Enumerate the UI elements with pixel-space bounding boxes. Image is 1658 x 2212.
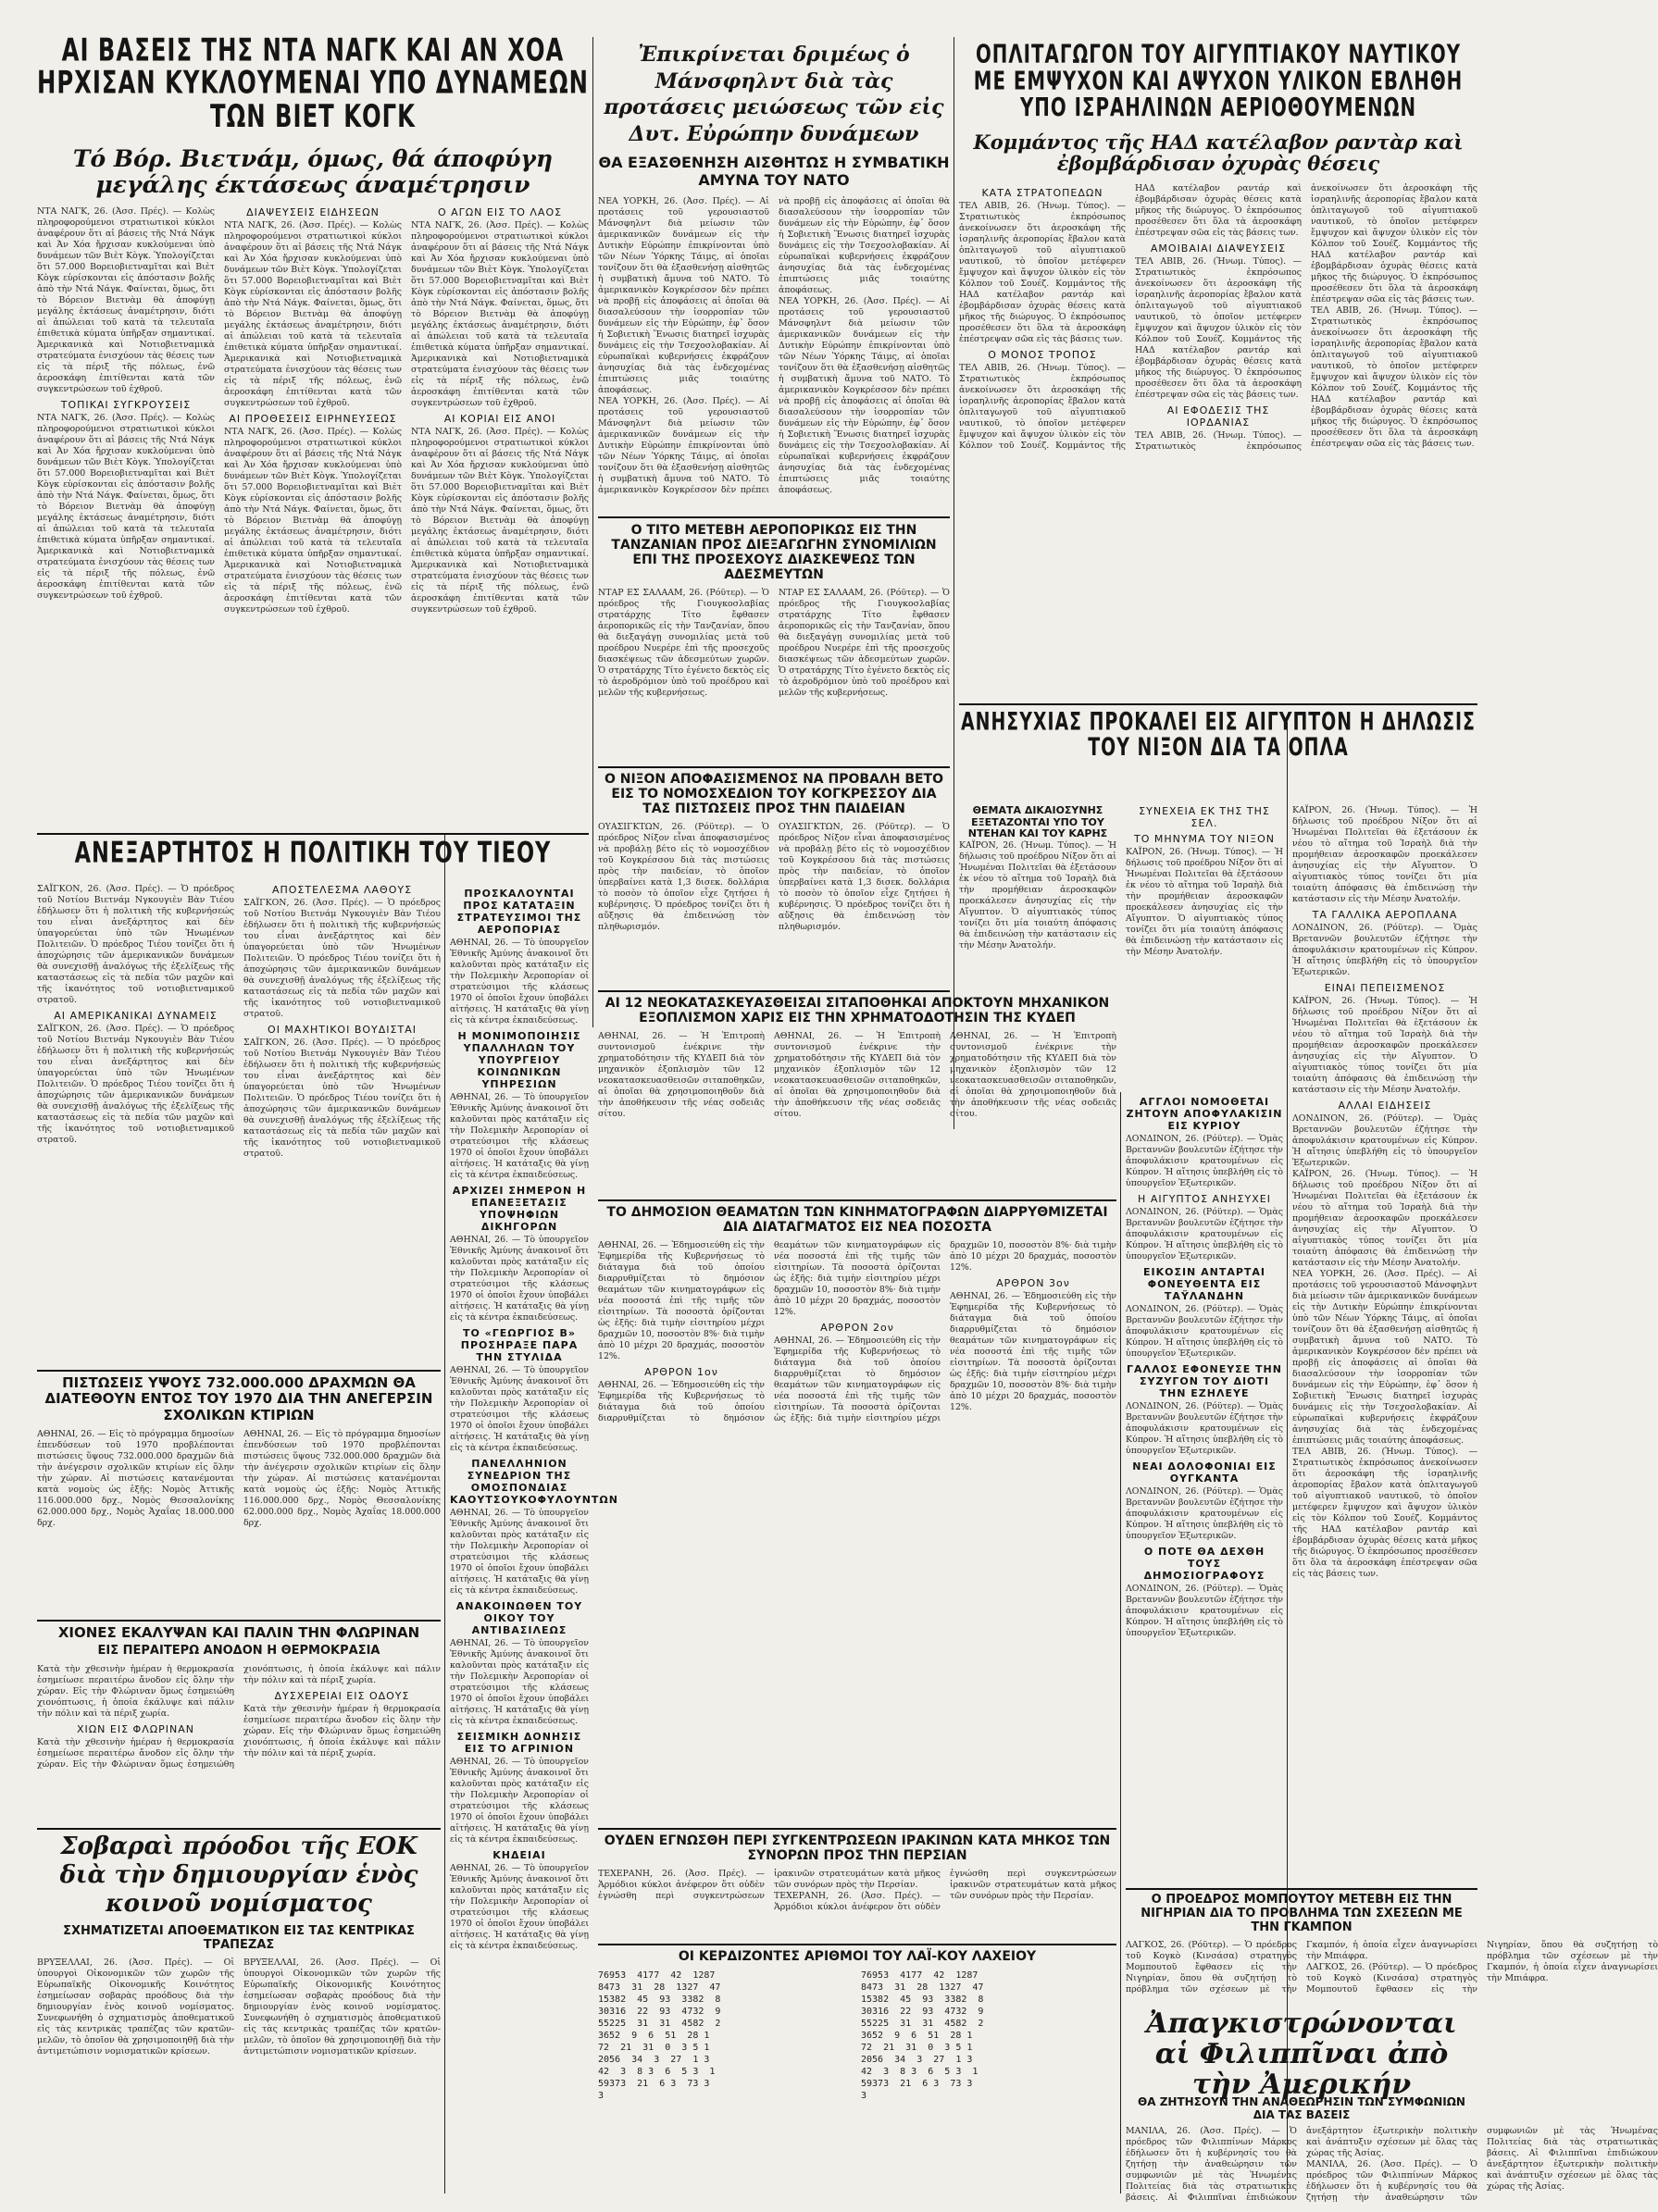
article-body-columns (598, 196, 950, 529)
article-body: ΝΤΑ ΝΑΓΚ, 26. (Ἀσσ. Πρές). — Κολὼς πληροφορούμενοι στρατιωτικοὶ κύκλοι ἀναφέρουν ὅτι αἱ βάσεις τῆς Ντά Νάγκ καὶ Ἀν Χόα ἤρχισαν κυκλούμεναι ὑπὸ δυνάμεων τῶν Βιὲτ Κὸγκ. Ὑπολογίζεται ὅτι 57.000 Βορειοβιετναμῖται καὶ Βιὲτ Κὸγκ εὑρίσκονται εἰς ἀπόστασιν βολῆς ἀπὸ τὴν Ντά Νάγκ. Φαίνεται, ὅμως, ὅτι τὸ Βόρειον Βιετνὰμ θὰ ἀποφύγῃ μεγάλης ἐκτάσεως ἀναμέτρησιν, διότι αἱ ἀπώλειαι τοῦ κατὰ τὰ τελευταῖα ἐπιθετικὰ κύματα ὑπῆρξαν σημαντικαί. Ἀμερικανικὰ καὶ Νοτιοβιετναμικὰ στρατεύματα ἐνισχύουν τὰς θέσεις των εἰς τὰ πέριξ τῆς πόλεως, ἐνῶ ἀεροσκάφη ἐπιτίθενται κατὰ τῶν συγκεντρώσεων τοῦ ἐχθροῦ. (411, 427, 589, 615)
article-body: ΑΘΗΝΑΙ, 26. — Ἐδημοσιεύθη εἰς τὴν Ἐφημερίδα τῆς Κυβερνήσεως τὸ διάταγμα διὰ τοῦ ὁποίου διαρρυθμίζεται τὸ δημόσιον θεαμάτων τῶν κινηματογράφων εἰς νέα ποσοστά ἐπὶ τῆς τιμῆς τῶν εἰσιτηρίων. Τὰ ποσοστὰ ὁρίζονται ὡς ἑξῆς: διὰ τιμὴν εἰσιτηρίου μέχρι δραχμῶν 10, ποσοστὸν 8%· διὰ τιμὴν ἀπὸ 10 μέχρι 20 δραχμάς, ποσοστὸν 12%. (950, 1291, 1116, 1413)
article-body: ΝΤΑ ΝΑΓΚ, 26. (Ἀσσ. Πρές). — Κολὼς πληροφορούμενοι στρατιωτικοὶ κύκλοι ἀναφέρουν ὅτι αἱ βάσεις τῆς Ντά Νάγκ καὶ Ἀν Χόα ἤρχισαν κυκλούμεναι ὑπὸ δυνάμεων τῶν Βιὲτ Κὸγκ. Ὑπολογίζεται ὅτι 57.000 Βορειοβιετναμῖται καὶ Βιὲτ Κὸγκ εὑρίσκονται εἰς ἀπόστασιν βολῆς ἀπὸ τὴν Ντά Νάγκ. Φαίνεται, ὅμως, ὅτι τὸ Βόρειον Βιετνὰμ θὰ ἀποφύγῃ μεγάλης ἐκτάσεως ἀναμέτρησιν, διότι αἱ ἀπώλειαι τοῦ κατὰ τὰ τελευταῖα ἐπιθετικὰ κύματα ὑπῆρξαν σημαντικαί. Ἀμερικανικὰ καὶ Νοτιοβιετναμικὰ στρατεύματα ἐνισχύουν τὰς θέσεις των εἰς τὰ πέριξ τῆς πόλεως, ἐνῶ ἀεροσκάφη ἐπιτίθενται κατὰ τῶν συγκεντρώσεων τοῦ ἐχθροῦ. (224, 427, 402, 615)
article-body: ΤΕΛ ΑΒΙΒ, 26. (Ἡνωμ. Τύπος). — Στρατιωτικὸς ἐκπρόσωπος ἀνεκοίνωσεν ὅτι ἀεροσκάφη τῆς ἰσραηλινῆς ἀεροπορίας ἔβαλον κατὰ ὁπλιταγωγοῦ τοῦ αἰγυπτιακοῦ ναυτικοῦ, τὸ ὁποῖον μετέφερεν ἔμψυχον καὶ ἄψυχον ὑλικὸν εἰς τὸν Κόλπον τοῦ Σουέζ. Κομμάντος τῆς ΗΑΔ κατέλαβον ραντάρ καὶ ἐβομβάρδισαν ὀχυρὰς θέσεις κατὰ μῆκος τῆς διώρυγος. Ὁ ἐκπρόσωπος προσέθεσεν ὅτι ὅλα τὰ ἀεροσκάφη ἐπέστρεψαν σῶα εἰς τὰς βάσεις των. (1292, 1447, 1477, 1579)
section-heading: Ο ΑΓΩΝ ΕΙΣ ΤΟ ΛΑΟΣ (437, 206, 563, 218)
article-body-columns (37, 1664, 441, 1794)
brief-heading: ΚΗΔΕΙΑΙ (492, 1849, 546, 1861)
article-body: ΚΑΪΡΟΝ, 26. (Ἡνωμ. Τύπος). — Ἡ δήλωσις τοῦ προέδρου Νίξον ὅτι αἱ Ἡνωμέναι Πολιτεῖαι θὰ ἐξετάσουν ἐκ νέου τὸ αἴτημα τοῦ Ἰσραὴλ διὰ τὴν προμήθειαν ἀεροσκαφῶν προεκάλεσεν ἀνησυχίας εἰς τὴν Αἴγυπτον. Ὁ αἰγυπτιακὸς τύπος τονίζει ὅτι μία τοιαύτη ἀπόφασις θὰ ἐπιδεινώσῃ τὴν κατάστασιν εἰς τὴν Μέσην Ἀνατολήν. (1292, 805, 1477, 904)
article-divider (598, 990, 950, 992)
section-heading: ΑΜΟΙΒΑΙΑΙ ΔΙΑΨΕΥΣΕΙΣ (1150, 242, 1287, 255)
article-body: ΣΑΪΓΚΟΝ, 26. (Ἀσσ. Πρές). — Ὁ πρόεδρος τοῦ Νοτίου Βιετνάμ Νγκουγιὲν Βὰν Τιέου ἐδήλωσεν ὅτι ἡ πολιτικὴ τῆς κυβερνήσεώς του εἶναι ἀνεξάρτητος καὶ δὲν ὑπαγορεύεται ὑπὸ τῶν Ἡνωμένων Πολιτειῶν. Ὁ πρόεδρος Τιέου τονίζει ὅτι ἡ ἀποχώρησις τῶν ἀμερικανικῶν δυνάμεων θὰ συνεχισθῇ ἀναλόγως τῆς ἐξελίξεως τῆς καταστάσεως εἰς τὰ πεδία τῶν μαχῶν καὶ τῆς ἱκανότητος τοῦ νοτιοβιετναμικοῦ στρατοῦ. (243, 898, 441, 1019)
article-body: ΟΥΑΣΙΓΚΤΩΝ, 26. (Ρόϋτερ). — Ὁ πρόεδρος Νίξον εἶναι ἀποφασισμένος νὰ προβάλῃ βέτο εἰς τὸ νομοσχέδιον τοῦ Κογκρέσσου διὰ τὰς πιστώσεις πρὸς τὴν παιδείαν, τὸ ὁποῖον ὑπερβαίνει κατὰ 1,3 δισεκ. δολλάρια τὸ ποσὸν τὸ ὁποῖον εἶχε ζητήσει ἡ κυβέρνησις. Ὁ πρόεδρος τονίζει ὅτι ἡ αὔξησις θὰ ἐπιδεινώσῃ τὸν πληθωρισμόν. (779, 822, 950, 933)
article-snow (37, 1625, 441, 1824)
brief-heading: ΝΕΑΙ ΔΟΛΟΦΟΝΙΑΙ ΕΙΣ ΟΥΓΚΑΝΤΑ (1132, 1460, 1277, 1485)
article-body: ΑΘΗΝΑΙ, 26. — Εἰς τὸ πρόγραμμα δημοσίων ἐπενδύσεων τοῦ 1970 προβλέπονται πιστώσεις ὕψους 732.000.000 δραχμῶν διὰ τὴν ἀνέγερσιν σχολικῶν κτιρίων εἰς ὅλην τὴν χώραν. Αἱ πιστώσεις κατανέμονται κατὰ νομοὺς ὡς ἑξῆς: Νομὸς Ἀττικῆς 116.000.000 δρχ., Νομὸς Θεσσαλονίκης 62.000.000 δρχ., Νομὸς Ἀχαΐας 18.000.000 δρχ. (243, 1428, 441, 1528)
article-body-columns (37, 1429, 441, 1600)
article-body: ΚΑΪΡΟΝ, 26. (Ἡνωμ. Τύπος). — Ἡ δήλωσις τοῦ προέδρου Νίξον ὅτι αἱ Ἡνωμέναι Πολιτεῖαι θὰ ἐξετάσουν ἐκ νέου τὸ αἴτημα τοῦ Ἰσραὴλ διὰ τὴν προμήθειαν ἀεροσκαφῶν προεκάλεσεν ἀνησυχίας εἰς τὴν Αἴγυπτον. Ὁ αἰγυπτιακὸς τύπος τονίζει ὅτι μία τοιαύτη ἀπόφασις θὰ ἐπιδεινώσῃ τὴν κατάστασιν εἰς τὴν Μέσην Ἀνατολήν. (1292, 996, 1477, 1095)
article-body: ΤΕΧΕΡΑΝΗ, 26. (Ἀσσ. Πρές). — Ἁρμόδιοι κύκλοι ἀνέφερον ὅτι οὐδὲν ἐγνώσθη περὶ συγκεντρώσεων ἰρακινῶν στρατευμάτων κατὰ μῆκος τῶν συνόρων πρὸς τὴν Περσίαν. (598, 1869, 941, 1902)
article-nixon-veto (598, 772, 950, 980)
article-body: ΣΑΪΓΚΟΝ, 26. (Ἀσσ. Πρές). — Ὁ πρόεδρος τοῦ Νοτίου Βιετνάμ Νγκουγιὲν Βὰν Τιέου ἐδήλωσεν ὅτι ἡ πολιτικὴ τῆς κυβερνήσεώς του εἶναι ἀνεξάρτητος καὶ δὲν ὑπαγορεύεται ὑπὸ τῶν Ἡνωμένων Πολιτειῶν. Ὁ πρόεδρος Τιέου τονίζει ὅτι ἡ ἀποχώρησις τῶν ἀμερικανικῶν δυνάμεων θὰ συνεχισθῇ ἀναλόγως τῆς ἐξελίξεως τῆς καταστάσεως εἰς τὰ πεδία τῶν μαχῶν καὶ τῆς ἱκανότητος τοῦ νοτιοβιετναμικοῦ στρατοῦ. (37, 884, 234, 1005)
article-body: Κατὰ τὴν χθεσινὴν ἡμέραν ἡ θερμοκρασία ἐσημείωσε περαιτέρω ἄνοδον εἰς ὅλην τὴν χώραν. Εἰς τὴν Φλώριναν ὅμως ἐσημειώθη χιονόπτωσις, ἡ ὁποία ἐκάλυψε καὶ πάλιν τὴν πόλιν καὶ τὰ πέριξ χωρία. (243, 1704, 441, 1759)
article-divider (598, 1199, 1116, 1201)
article-mobutu (1126, 1893, 1658, 2005)
article-body: ΤΕΛ ΑΒΙΒ, 26. (Ἡνωμ. Τύπος). — Στρατιωτικὸς ἐκπρόσωπος ἀνεκοίνωσεν ὅτι ἀεροσκάφη τῆς ἰσραηλινῆς ἀεροπορίας ἔβαλον κατὰ ὁπλιταγωγοῦ τοῦ αἰγυπτιακοῦ ναυτικοῦ, τὸ ὁποῖον μετέφερεν ἔμψυχον καὶ ἄψυχον ὑλικὸν εἰς τὸν Κόλπον τοῦ Σουέζ. Κομμάντος τῆς ΗΑΔ κατέλαβον ραντάρ καὶ ἐβομβάρδισαν ὀχυρὰς θέσεις κατὰ μῆκος τῆς διώρυγος. Ὁ ἐκπρόσωπος προσέθεσεν ὅτι ὅλα τὰ ἀεροσκάφη ἐπέστρεψαν σῶα εἰς τὰς βάσεις των. (1135, 256, 1302, 401)
article-lottery (598, 1949, 1116, 2199)
subhead: Κομμάντος τῆς ΗΑΔ κατέλαβον ραντὰρ καὶ ἐβομβάρδισαν ὀχυρὰς θέσεις (973, 130, 1464, 176)
section-heading: ΑΡΘΡΟΝ 3ον (996, 1277, 1070, 1290)
section-heading: ΤΟ ΜΗΝΥΜΑ ΤΟΥ ΝΙΞΟΝ (1134, 833, 1275, 845)
article-body: ΝΕΑ ΥΟΡΚΗ, 26. (Ἀσσ. Πρές). — Αἱ προτάσεις τοῦ γερουσιαστοῦ Μάνσφηλντ διὰ μείωσιν τῶν ἀμερικανικῶν δυνάμεων εἰς τὴν Δυτικὴν Εὐρώπην ἐπικρίνονται ὑπὸ τῶν Νέων Ὑόρκης Τάιμς, αἱ ὁποῖαι τονίζουν ὅτι θὰ ἐξασθενήσῃ αἰσθητῶς ἡ συμβατικὴ ἄμυνα τοῦ ΝΑΤΟ. Τὸ ἀμερικανικὸν Κογκρέσσον δὲν πρέπει νὰ προβῇ εἰς ἀποφάσεις αἱ ὁποῖαι θὰ διασαλεύσουν τὴν ἰσορροπίαν τῶν δυνάμεων εἰς τὴν Εὐρώπην, ἐφ᾽ ὅσον ἡ Σοβιετικὴ Ἕνωσις διατηρεῖ ἰσχυρὰς δυνάμεις εἰς τὴν Τσεχοσλοβακίαν. Αἱ εὐρωπαϊκαὶ κυβερνήσεις ἐκφράζουν ἀνησυχίας διὰ τὰς ἐνδεχομένας ἐπιπτώσεις μιᾶς τοιαύτης ἀποφάσεως. (1292, 1269, 1477, 1446)
article-body: ΛΟΝΔΙΝΟΝ, 26. (Ρόϋτερ). — Ὁμὰς Βρεταννῶν βουλευτῶν ἐζήτησε τὴν ἀποφυλάκισιν κρατουμένων εἰς Κύπρον. Ἡ αἴτησις ὑπεβλήθη εἰς τὸ ὑπουργεῖον Ἐξωτερικῶν. (1292, 1113, 1477, 1168)
article-divider (37, 1828, 441, 1830)
subhead: ΘΕΜΑΤΑ ΔΙΚΑΙΟΣΥΝΗΣ ΕΞΕΤΑΖΟΝΤΑΙ ΥΠΟ ΤΟΥ ΝΤΕΗΑΝ ΚΑΙ ΤΟΥ ΚΑΡΗΣ (967, 804, 1108, 840)
article-body: ΑΘΗΝΑΙ, 26. — Ἡ Ἐπιτροπὴ συντονισμοῦ ἐνέκρινε τὴν χρηματοδότησιν τῆς ΚΥΔΕΠ διὰ τὸν μηχανικὸν ἐξοπλισμὸν τῶν 12 νεοκατασκευασθεισῶν σιταποθηκῶν, αἱ ὁποῖαι θὰ χρησιμοποιηθοῦν διὰ τὴν ἀποθήκευσιν τῆς νέας σοδειᾶς σίτου. (950, 1031, 1116, 1120)
section-heading: ΑΙ ΕΦΟΔΕΣΙΣ ΤΗΣ ΙΟΡΔΑΝΙΑΣ (1166, 404, 1270, 429)
headline: ΠΙΣΤΩΣΕΙΣ ΥΨΟΥΣ 732.000.000 ΔΡΑΧΜΩΝ ΘΑ ΔΙΑΤΕΘΟΥΝ ΕΝΤΟΣ ΤΟΥ 1970 ΔΙΑ ΤΗΝ ΑΝΕΓΕΡΣΙΝ ΣΧΟΛΙΚΩΝ ΚΤΙΡΙΩΝ (44, 1374, 433, 1423)
article-divider (598, 1944, 1116, 1945)
article-body: ΑΘΗΝΑΙ, 26. — Τὸ ὑπουργεῖον Ἐθνικῆς Ἀμύνης ἀνακοινοῖ ὅτι καλοῦνται πρὸς κατάταξιν εἰς τὴν Πολεμικὴν Ἀεροπορίαν οἱ στρατεύσιμοι τῆς κλάσεως 1970 οἱ ὁποῖοι ἔχουν ὑποβάλει αἰτήσεις. Ἡ κατάταξις θὰ γίνῃ εἰς τὰ κέντρα ἐκπαιδεύσεως. (450, 1092, 589, 1180)
brief-heading: ΑΓΓΛΟΙ ΝΟΜΟΘΕΤΑΙ ΖΗΤΟΥΝ ΑΠΟΦΥΛΑΚΙΣΙΝ ΕΙΣ ΚΥΡΙΟΥ (1126, 1096, 1283, 1132)
article-philippines-body (1126, 2095, 1658, 2207)
headline: ΟΠΛΙΤΑΓΩΓΟΝ ΤΟΥ ΑΙΓΥΠΤΙΑΚΟΥ ΝΑΥΤΙΚΟΥ ΜΕ ΕΜΨΥΧΟΝ ΚΑΙ ΑΨΥΧΟΝ ΥΛΙΚΟΝ ΕΒΛΗΘΗ ΥΠΟ ΙΣΡΑΗΛΙΝΩΝ ΑΕΡΙΟΘΟΥΜΕΝΩΝ (973, 40, 1464, 123)
subhead: ΣΧΗΜΑΤΙΖΕΤΑΙ ΑΠΟΘΕΜΑΤΙΚΟΝ ΕΙΣ ΤΑΣ ΚΕΝΤΡΙΚΑΣ ΤΡΑΠΕΖΑΣ (63, 1923, 415, 1952)
article-body: ΜΑΝΙΛΑ, 26. (Ἀσσ. Πρές). — Ὁ πρόεδρος τῶν Φιλιππίνων Μάρκος ἐδήλωσεν ὅτι ἡ κυβέρνησίς του θὰ ζητήσῃ τὴν ἀναθεώρησιν τῶν συμφωνιῶν μὲ τὰς Ἡνωμένας Πολιτείας διὰ τὰς στρατιωτικὰς βάσεις. Αἱ Φιλιππῖναι ἐπιδιώκουν ἀνεξάρτητον ἐξωτερικὴν πολιτικὴν καὶ ἀνάπτυξιν σχέσεων μὲ ὅλας τὰς χώρας τῆς Ἀσίας. (1306, 2125, 1658, 2203)
article-body: Κατὰ τὴν χθεσινὴν ἡμέραν ἡ θερμοκρασία ἐσημείωσε περαιτέρω ἄνοδον εἰς ὅλην τὴν χώραν. Εἰς τὴν Φλώριναν ὅμως ἐσημειώθη χιονόπτωσις, ἡ ὁποία ἐκάλυψε καὶ πάλιν τὴν πόλιν καὶ τὰ πέριξ χωρία. (37, 1664, 441, 1771)
article-body-columns (1126, 1939, 1658, 2005)
article-body: ΑΘΗΝΑΙ, 26. — Τὸ ὑπουργεῖον Ἐθνικῆς Ἀμύνης ἀνακοινοῖ ὅτι καλοῦνται πρὸς κατάταξιν εἰς τὴν Πολεμικὴν Ἀεροπορίαν οἱ στρατεύσιμοι τῆς κλάσεως 1970 οἱ ὁποῖοι ἔχουν ὑποβάλει αἰτήσεις. Ἡ κατάταξις θὰ γίνῃ εἰς τὰ κέντρα ἐκπαιδεύσεως. (450, 1235, 589, 1323)
article-nato (598, 42, 950, 514)
article-body: ΑΘΗΝΑΙ, 26. — Τὸ ὑπουργεῖον Ἐθνικῆς Ἀμύνης ἀνακοινοῖ ὅτι καλοῦνται πρὸς κατάταξιν εἰς τὴν Πολεμικὴν Ἀεροπορίαν οἱ στρατεύσιμοι τῆς κλάσεως 1970 οἱ ὁποῖοι ἔχουν ὑποβάλει αἰτήσεις. Ἡ κατάταξις θὰ γίνῃ εἰς τὰ κέντρα ἐκπαιδεύσεως. (450, 938, 589, 1025)
article-body: ΚΑΪΡΟΝ, 26. (Ἡνωμ. Τύπος). — Ἡ δήλωσις τοῦ προέδρου Νίξον ὅτι αἱ Ἡνωμέναι Πολιτεῖαι θὰ ἐξετάσουν ἐκ νέου τὸ αἴτημα τοῦ Ἰσραὴλ διὰ τὴν προμήθειαν ἀεροσκαφῶν προεκάλεσεν ἀνησυχίας εἰς τὴν Αἴγυπτον. Ὁ αἰγυπτιακὸς τύπος τονίζει ὅτι μία τοιαύτη ἀπόφασις θὰ ἐπιδεινώσῃ τὴν κατάστασιν εἰς τὴν Μέσην Ἀνατολήν. (959, 839, 1116, 951)
article-body: ΝΤΑ ΝΑΓΚ, 26. (Ἀσσ. Πρές). — Κολὼς πληροφορούμενοι στρατιωτικοὶ κύκλοι ἀναφέρουν ὅτι αἱ βάσεις τῆς Ντά Νάγκ καὶ Ἀν Χόα ἤρχισαν κυκλούμεναι ὑπὸ δυνάμεων τῶν Βιὲτ Κὸγκ. Ὑπολογίζεται ὅτι 57.000 Βορειοβιετναμῖται καὶ Βιὲτ Κὸγκ εὑρίσκονται εἰς ἀπόστασιν βολῆς ἀπὸ τὴν Ντά Νάγκ. Φαίνεται, ὅμως, ὅτι τὸ Βόρειον Βιετνὰμ θὰ ἀποφύγῃ μεγάλης ἐκτάσεως ἀναμέτρησιν, διότι αἱ ἀπώλειαι τοῦ κατὰ τὰ τελευταῖα ἐπιθετικὰ κύματα ὑπῆρξαν σημαντικαί. Ἀμερικανικὰ καὶ Νοτιοβιετναμικὰ στρατεύματα ἐνισχύουν τὰς θέσεις των εἰς τὰ πέριξ τῆς πόλεως, ἐνῶ ἀεροσκάφη ἐπιτίθενται κατὰ τῶν συγκεντρώσεων τοῦ ἐχθροῦ. (37, 206, 215, 394)
headline: Ο ΠΡΟΕΔΡΟΣ ΜΟΜΠΟΥΤΟΥ ΜΕΤΕΒΗ ΕΙΣ ΤΗΝ ΝΙΓΗΡΙΑΝ ΔΙΑ ΤΟ ΠΡΟΒΛΗΜΑ ΤΩΝ ΣΧΕΣΕΩΝ ΜΕ ΤΗΝ ΓΚΑΜΠΟΝ (1141, 1893, 1463, 1934)
brief-heading: ΓΑΛΛΟΣ ΕΦΟΝΕΥΣΕ ΤΗΝ ΣΥΖΥΓΟΝ ΤΟΥ ΔΙΟΤΙ ΤΗΝ ΕΖΗΛΕΥΕ (1127, 1363, 1282, 1399)
headline: ΤΟ ΔΗΜΟΣΙΟΝ ΘΕΑΜΑΤΩΝ ΤΩΝ ΚΙΝΗΜΑΤΟΓΡΑΦΩΝ ΔΙΑΡΡΥΘΜΙΖΕΤΑΙ ΔΙΑ ΔΙΑΤΑΓΜΑΤΟΣ ΕΙΣ ΝΕΑ ΠΟΣΟΣΤΑ (606, 1205, 1108, 1236)
section-heading: ΑΙ ΚΟΡΙΑΙ ΕΙΣ ΑΝΟΙ (443, 413, 556, 425)
article-divider (959, 703, 1477, 705)
article-body: ΑΘΗΝΑΙ, 26. — Ἐδημοσιεύθη εἰς τὴν Ἐφημερίδα τῆς Κυβερνήσεως τὸ διάταγμα διὰ τοῦ ὁποίου διαρρυθμίζεται τὸ δημόσιον θεαμάτων τῶν κινηματογράφων εἰς νέα ποσοστά ἐπὶ τῆς τιμῆς τῶν εἰσιτηρίων. Τὰ ποσοστὰ ὁρίζονται ὡς ἑξῆς: διὰ τιμὴν εἰσιτηρίου μέχρι δραχμῶν 10, ποσοστὸν 8%· διὰ τιμὴν ἀπὸ 10 μέχρι 20 δραχμάς, ποσοστὸν 12%. (598, 1240, 765, 1362)
section-heading: ΤΟΠΙΚΑΙ ΣΥΓΚΡΟΥΣΕΙΣ (60, 399, 192, 411)
mid-right-briefs (1126, 1092, 1283, 1934)
headline: Σοβαραὶ πρόοδοι τῆς ΕΟΚ διὰ τὴν δημιουργίαν ἑνὸς κοινοῦ νομίσματος (59, 1833, 418, 1919)
article-body: ΛΑΓΚΟΣ, 26. (Ρόϋτερ). — Ὁ πρόεδρος τοῦ Κογκὸ (Κινσάσα) στρατηγὸς Μομπουτοῦ ἔφθασεν εἰς τὴν Νιγηρίαν, ὅπου θὰ συζητήσῃ τὸ πρόβλημα τῶν σχέσεων μὲ τὴν Γκαμπόν, ἡ ὁποία εἶχεν ἀναγνωρίσει τὴν Μπιάφρα. (1306, 1939, 1658, 1995)
article-silos (598, 996, 1116, 1195)
article-body: ΑΘΗΝΑΙ, 26. — Τὸ ὑπουργεῖον Ἐθνικῆς Ἀμύνης ἀνακοινοῖ ὅτι καλοῦνται πρὸς κατάταξιν εἰς τὴν Πολεμικὴν Ἀεροπορίαν οἱ στρατεύσιμοι τῆς κλάσεως 1970 οἱ ὁποῖοι ἔχουν ὑποβάλει αἰτήσεις. Ἡ κατάταξις θὰ γίνῃ εἰς τὰ κέντρα ἐκπαιδεύσεως. (450, 1365, 589, 1453)
article-divider (598, 1828, 1116, 1830)
article-body-columns (959, 183, 1477, 674)
article-cinema (598, 1205, 1116, 1566)
article-eok (37, 1833, 441, 2203)
subhead: ΘΑ ΖΗΤΗΣΟΥΝ ΤΗΝ ΑΝΑΘΕΩΡΗΣΙΝ ΤΩΝ ΣΥΜΦΩΝΙΩΝ ΔΙΑ ΤΑΣ ΒΑΣΕΙΣ (1138, 2095, 1465, 2121)
section-heading: ΧΙΩΝ ΕΙΣ ΦΛΩΡΙΝΑΝ (77, 1723, 194, 1736)
article-body-columns (598, 1031, 1116, 1165)
article-body: ΝΕΑ ΥΟΡΚΗ, 26. (Ἀσσ. Πρές). — Αἱ προτάσεις τοῦ γερουσιαστοῦ Μάνσφηλντ διὰ μείωσιν τῶν ἀμερικανικῶν δυνάμεων εἰς τὴν Δυτικὴν Εὐρώπην ἐπικρίνονται ὑπὸ τῶν Νέων Ὑόρκης Τάιμς, αἱ ὁποῖαι τονίζουν ὅτι θὰ ἐξασθενήσῃ αἰσθητῶς ἡ συμβατικὴ ἄμυνα τοῦ ΝΑΤΟ. Τὸ ἀμερικανικὸν Κογκρέσσον δὲν πρέπει νὰ προβῇ εἰς ἀποφάσεις αἱ ὁποῖαι θὰ διασαλεύσουν τὴν ἰσορροπίαν τῶν δυνάμεων εἰς τὴν Εὐρώπην, ἐφ᾽ ὅσον ἡ Σοβιετικὴ Ἕνωσις διατηρεῖ ἰσχυρὰς δυνάμεις εἰς τὴν Τσεχοσλοβακίαν. Αἱ εὐρωπαϊκαὶ κυβερνήσεις ἐκφράζουν ἀνησυχίας διὰ τὰς ἐνδεχομένας ἐπιπτώσεις μιᾶς τοιαύτης ἀποφάσεως. (598, 196, 950, 496)
article-divider (37, 1620, 441, 1622)
subhead: ΕΙΣ ΠΕΡΑΙΤΕΡΩ ΑΝΟΔΟΝ Η ΘΕΡΜΟΚΡΑΣΙΑ (97, 1644, 380, 1659)
headline: Ο ΝΙΞΟΝ ΑΠΟΦΑΣΙΣΜΕΝΟΣ ΝΑ ΠΡΟΒΑΛΗ ΒΕΤΟ ΕΙΣ ΤΟ ΝΟΜΟΣΧΕΔΙΟΝ ΤΟΥ ΚΟΓΚΡΕΣΣΟΥ ΔΙΑ ΤΑΣ ΠΙΣΤΩΣΕΙΣ ΠΡΟΣ ΤΗΝ ΠΑΙΔΕΙΑΝ (604, 772, 944, 817)
article-body: ΑΘΗΝΑΙ, 26. — Εἰς τὸ πρόγραμμα δημοσίων ἐπενδύσεων τοῦ 1970 προβλέπονται πιστώσεις ὕψους 732.000.000 δραχμῶν διὰ τὴν ἀνέγερσιν σχολικῶν κτιρίων εἰς ὅλην τὴν χώραν. Αἱ πιστώσεις κατανέμονται κατὰ νομοὺς ὡς ἑξῆς: Νομὸς Ἀττικῆς 116.000.000 δρχ., Νομὸς Θεσσαλονίκης 62.000.000 δρχ., Νομὸς Ἀχαΐας 18.000.000 δρχ. (37, 1428, 234, 1528)
brief-heading: ΤΟ «ΓΕΩΡΓΙΟΣ Β» ΠΡΟΣΗΡΑΞΕ ΠΑΡΑ ΤΗΝ ΣΤΥΛΙΔΑ (460, 1327, 579, 1363)
article-body: ΤΕΛ ΑΒΙΒ, 26. (Ἡνωμ. Τύπος). — Στρατιωτικὸς ἐκπρόσωπος ἀνεκοίνωσεν ὅτι ἀεροσκάφη τῆς ἰσραηλινῆς ἀεροπορίας ἔβαλον κατὰ ὁπλιταγωγοῦ τοῦ αἰγυπτιακοῦ ναυτικοῦ, τὸ ὁποῖον μετέφερεν ἔμψυχον καὶ ἄψυχον ὑλικὸν εἰς τὸν Κόλπον τοῦ Σουέζ. Κομμάντος τῆς ΗΑΔ κατέλαβον ραντάρ καὶ ἐβομβάρδισαν ὀχυρὰς θέσεις κατὰ μῆκος τῆς διώρυγος. Ὁ ἐκπρόσωπος προσέθεσεν ὅτι ὅλα τὰ ἀεροσκάφη ἐπέστρεψαν σῶα εἰς τὰς βάσεις των. (959, 183, 1302, 452)
section-heading: ΣΥΝΕΧΕΙΑ ΕΚ ΤΗΣ ΤΗΣ ΣΕΛ. (1139, 805, 1270, 829)
brief-heading: Η ΜΟΝΙΜΟΠΟΙΗΣΙΣ ΥΠΑΛΛΗΛΩΝ ΤΟΥ ΥΠΟΥΡΓΕΙΟΥ ΚΟΙΝΩΝΙΚΩΝ ΥΠΗΡΕΣΙΩΝ (457, 1030, 581, 1090)
article-body: ΛΟΝΔΙΝΟΝ, 26. (Ρόϋτερ). — Ὁμὰς Βρεταννῶν βουλευτῶν ἐζήτησε τὴν ἀποφυλάκισιν κρατουμένων εἰς Κύπρον. Ἡ αἴτησις ὑπεβλήθη εἰς τὸ ὑπουργεῖον Ἐξωτερικῶν. (1292, 923, 1477, 977)
article-body: ΝΤΑΡ ΕΣ ΣΑΛΑΑΜ, 26. (Ρόϋτερ). — Ὁ πρόεδρος τῆς Γιουγκοσλαβίας στρατάρχης Τίτο ἔφθασεν ἀεροπορικῶς εἰς τὴν Τανζανίαν, ὅπου θὰ διεξαγάγῃ συνομιλίας μετὰ τοῦ προέδρου Νυερέρε ἐπὶ τῆς προσεχοῦς διασκέψεως τῶν ἀδεσμεύτων χωρῶν. Ὁ στρατάρχης Τίτο ἐγένετο δεκτὸς εἰς τὸ ἀεροδρόμιον ὑπὸ τοῦ προέδρου καὶ μελῶν τῆς κυβερνήσεως. (779, 588, 950, 699)
article-body-columns (598, 588, 950, 759)
article-body-columns (37, 884, 441, 1361)
headline: ΧΙΟΝΕΣ ΕΚΑΛΥΨΑΝ ΚΑΙ ΠΑΛΙΝ ΤΗΝ ΦΛΩΡΙΝΑΝ (57, 1624, 420, 1641)
article-body: ΤΕΛ ΑΒΙΒ, 26. (Ἡνωμ. Τύπος). — Στρατιωτικὸς ἐκπρόσωπος ἀνεκοίνωσεν ὅτι ἀεροσκάφη τῆς ἰσραηλινῆς ἀεροπορίας ἔβαλον κατὰ ὁπλιταγωγοῦ τοῦ αἰγυπτιακοῦ ναυτικοῦ, τὸ ὁποῖον μετέφερεν ἔμψυχον καὶ ἄψυχον ὑλικὸν εἰς τὸν Κόλπον τοῦ Σουέζ. Κομμάντος τῆς ΗΑΔ κατέλαβον ραντάρ καὶ ἐβομβάρδισαν ὀχυρὰς θέσεις κατὰ μῆκος τῆς διώρυγος. Ὁ ἐκπρόσωπος προσέθεσεν ὅτι ὅλα τὰ ἀεροσκάφη ἐπέστρεψαν σῶα εἰς τὰς βάσεις των. (1135, 183, 1477, 453)
article-body: ΝΕΑ ΥΟΡΚΗ, 26. (Ἀσσ. Πρές). — Αἱ προτάσεις τοῦ γερουσιαστοῦ Μάνσφηλντ διὰ μείωσιν τῶν ἀμερικανικῶν δυνάμεων εἰς τὴν Δυτικὴν Εὐρώπην ἐπικρίνονται ὑπὸ τῶν Νέων Ὑόρκης Τάιμς, αἱ ὁποῖαι τονίζουν ὅτι θὰ ἐξασθενήσῃ αἰσθητῶς ἡ συμβατικὴ ἄμυνα τοῦ ΝΑΤΟ. Τὸ ἀμερικανικὸν Κογκρέσσον δὲν πρέπει νὰ προβῇ εἰς ἀποφάσεις αἱ ὁποῖαι θὰ διασαλεύσουν τὴν ἰσορροπίαν τῶν δυνάμεων εἰς τὴν Εὐρώπην, ἐφ᾽ ὅσον ἡ Σοβιετικὴ Ἕνωσις διατηρεῖ ἰσχυρὰς δυνάμεις εἰς τὴν Τσεχοσλοβακίαν. Αἱ εὐρωπαϊκαὶ κυβερνήσεις ἐκφράζουν ἀνησυχίας διὰ τὰς ἐνδεχομένας ἐπιπτώσεις μιᾶς τοιαύτης ἀποφάσεως. (779, 296, 950, 496)
headline: ΑΝΕΞΑΡΤΗΤΟΣ Η ΠΟΛΙΤΙΚΗ ΤΟΥ ΤΙΕΟΥ (74, 835, 552, 869)
article-body: ΛΟΝΔΙΝΟΝ, 26. (Ρόϋτερ). — Ὁμὰς Βρεταννῶν βουλευτῶν ἐζήτησε τὴν ἀποφυλάκισιν κρατουμένων εἰς Κύπρον. Ἡ αἴτησις ὑπεβλήθη εἰς τὸ ὑπουργεῖον Ἐξωτερικῶν. (1126, 1304, 1283, 1359)
brief-heading: Ο ΠΟΤΕ ΘΑ ΔΕΧΘΗ ΤΟΥΣ ΔΗΜΟΣΙΟΓΡΑΦΟΥΣ (1143, 1546, 1265, 1582)
section-heading: ΑΡΘΡΟΝ 2ον (820, 1322, 894, 1335)
small-items-column (450, 884, 618, 2198)
article-iraq (598, 1833, 1116, 1935)
lottery-numbers: 76953 4177 42 1287 8473 31 28 1327 47 15382 45 93 3382 8 30316 22 93 4732 9 55225 31 31 4582 2 3652 9 6 51 28 1 72 21 31 0 3 5 1 2056 34 3 27 1 3 42 3 8 3 6 5 3 1 59373 21 6 3 73 3 3 (598, 1970, 721, 2102)
article-body: ΛΟΝΔΙΝΟΝ, 26. (Ρόϋτερ). — Ὁμὰς Βρεταννῶν βουλευτῶν ἐζήτησε τὴν ἀποφυλάκισιν κρατουμένων εἰς Κύπρον. Ἡ αἴτησις ὑπεβλήθη εἰς τὸ ὑπουργεῖον Ἐξωτερικῶν. (1126, 1584, 1283, 1638)
brief-heading: ΠΑΝΕΛΛΗΝΙΟΝ ΣΥΝΕΔΡΙΟΝ ΤΗΣ ΟΜΟΣΠΟΝΔΙΑΣ ΚΑΟΥΤΣΟΥΚΟΦΥΛΟΥΝΤΩΝ (450, 1458, 618, 1506)
headline: Ἀπαγκιστρώνονται αἱ Φιλιππῖναι ἀπὸ τὴν Ἀμερικήν (1146, 2007, 1457, 2101)
column-rule (444, 833, 445, 2193)
section-heading: ΔΥΣΧΕΡΕΙΑΙ ΕΙΣ ΟΔΟΥΣ (274, 1690, 410, 1703)
article-body: ΚΑΪΡΟΝ, 26. (Ἡνωμ. Τύπος). — Ἡ δήλωσις τοῦ προέδρου Νίξον ὅτι αἱ Ἡνωμέναι Πολιτεῖαι θὰ ἐξετάσουν ἐκ νέου τὸ αἴτημα τοῦ Ἰσραὴλ διὰ τὴν προμήθειαν ἀεροσκαφῶν προεκάλεσεν ἀνησυχίας εἰς τὴν Αἴγυπτον. Ὁ αἰγυπτιακὸς τύπος τονίζει ὅτι μία τοιαύτη ἀπόφασις θὰ ἐπιδεινώσῃ τὴν κατάστασιν εἰς τὴν Μέσην Ἀνατολήν. (1126, 847, 1283, 957)
brief-heading: ΑΡΧΙΖΕΙ ΣΗΜΕΡΟΝ Η ΕΠΑΝΕΞΕΤΑΣΙΣ ΥΠΟΨΗΦΙΩΝ ΔΙΚΗΓΟΡΩΝ (452, 1185, 587, 1233)
article-body: ΚΑΪΡΟΝ, 26. (Ἡνωμ. Τύπος). — Ἡ δήλωσις τοῦ προέδρου Νίξον ὅτι αἱ Ἡνωμέναι Πολιτεῖαι θὰ ἐξετάσουν ἐκ νέου τὸ αἴτημα τοῦ Ἰσραὴλ διὰ τὴν προμήθειαν ἀεροσκαφῶν προεκάλεσεν ἀνησυχίας εἰς τὴν Αἴγυπτον. Ὁ αἰγυπτιακὸς τύπος τονίζει ὅτι μία τοιαύτη ἀπόφασις θὰ ἐπιδεινώσῃ τὴν κατάστασιν εἰς τὴν Μέσην Ἀνατολήν. (1292, 1169, 1477, 1268)
headline: Ἐπικρίνεται δριμέως ὁ Μάνσφηλντ διὰ τὰς προτάσεις μειώσεως τῶν εἰς Δυτ. Εὐρώπην δυνάμεων (604, 43, 944, 146)
article-body-columns (598, 1869, 1116, 1924)
article-body: ΑΘΗΝΑΙ, 26. — Ἡ Ἐπιτροπὴ συντονισμοῦ ἐνέκρινε τὴν χρηματοδότησιν τῆς ΚΥΔΕΠ διὰ τὸν μηχανικὸν ἐξοπλισμὸν τῶν 12 νεοκατασκευασθεισῶν σιταποθηκῶν, αἱ ὁποῖαι θὰ χρησιμοποιηθοῦν διὰ τὴν ἀποθήκευσιν τῆς νέας σοδειᾶς σίτου. (774, 1031, 941, 1120)
article-body: ΑΘΗΝΑΙ, 26. — Ἡ Ἐπιτροπὴ συντονισμοῦ ἐνέκρινε τὴν χρηματοδότησιν τῆς ΚΥΔΕΠ διὰ τὸν μηχανικὸν ἐξοπλισμὸν τῶν 12 νεοκατασκευασθεισῶν σιταποθηκῶν, αἱ ὁποῖαι θὰ χρησιμοποιηθοῦν διὰ τὴν ἀποθήκευσιν τῆς νέας σοδειᾶς σίτου. (598, 1031, 765, 1120)
article-body: ΑΘΗΝΑΙ, 26. — Ἐδημοσιεύθη εἰς τὴν Ἐφημερίδα τῆς Κυβερνήσεως τὸ διάταγμα διὰ τοῦ ὁποίου διαρρυθμίζεται τὸ δημόσιον θεαμάτων τῶν κινηματογράφων εἰς νέα ποσοστά ἐπὶ τῆς τιμῆς τῶν εἰσιτηρίων. Τὰ ποσοστὰ ὁρίζονται ὡς ἑξῆς: διὰ τιμὴν εἰσιτηρίου μέχρι δραχμῶν 10, ποσοστὸν 8%· διὰ τιμὴν ἀπὸ 10 μέχρι 20 δραχμάς, ποσοστὸν 12%. (774, 1240, 1116, 1424)
article-tanzania (598, 523, 950, 762)
article-body: ΒΡΥΞΕΛΛΑΙ, 26. (Ἀσσ. Πρές). — Οἱ ὑπουργοὶ Οἰκονομικῶν τῶν χωρῶν τῆς Εὐρωπαϊκῆς Οἰκονομικῆς Κοινότητος ἐσημείωσαν σοβαρὰς προόδους διὰ τὴν δημιουργίαν ἑνὸς κοινοῦ νομίσματος. Συνεφωνήθη ὁ σχηματισμὸς ἀποθεματικοῦ εἰς τὰς κεντρικὰς τραπέζας τῶν κρατῶν-μελῶν, τὸ ὁποῖον θὰ χρησιμοποιηθῇ διὰ τὴν ἀντιμετώπισιν νομισματικῶν κρίσεων. (243, 1957, 441, 2057)
article-body-columns (37, 1957, 441, 2143)
brief-heading: Η ΑΙΓΥΠΤΟΣ ΑΝΗΣΥΧΕΙ (1138, 1193, 1271, 1205)
article-divider (598, 766, 950, 768)
article-body: ΟΥΑΣΙΓΚΤΩΝ, 26. (Ρόϋτερ). — Ὁ πρόεδρος Νίξον εἶναι ἀποφασισμένος νὰ προβάλῃ βέτο εἰς τὸ νομοσχέδιον τοῦ Κογκρέσσου διὰ τὰς πιστώσεις πρὸς τὴν παιδείαν, τὸ ὁποῖον ὑπερβαίνει κατὰ 1,3 δισεκ. δολλάρια τὸ ποσὸν τὸ ὁποῖον εἶχε ζητήσει ἡ κυβέρνησις. Ὁ πρόεδρος τονίζει ὅτι ἡ αὔξησις θὰ ἐπιδεινώσῃ τὸν πληθωρισμόν. (598, 822, 769, 933)
headline: Ο ΤΙΤΟ ΜΕΤΕΒΗ ΑΕΡΟΠΟΡΙΚΩΣ ΕΙΣ ΤΗΝ ΤΑΝΖΑΝΙΑΝ ΠΡΟΣ ΔΙΕΞΑΓΩΓΗΝ ΣΥΝΟΜΙΛΙΩΝ ΕΠΙ ΤΗΣ ΠΡΟΣΕΧΟΥΣ ΔΙΑΣΚΕΨΕΩΣ ΤΩΝ ΑΔΕΣΜΕΥΤΩΝ (611, 523, 937, 583)
section-heading: ΚΑΤΑ ΣΤΡΑΤΟΠΕΔΩΝ (981, 187, 1103, 200)
section-heading: ΔΙΑΨΕΥΣΕΙΣ ΕΙΔΗΣΕΩΝ (246, 206, 380, 218)
brief-heading: ΣΕΙΣΜΙΚΗ ΔΟΝΗΣΙΣ ΕΙΣ ΤΟ ΑΓΡΙΝΙΟΝ (456, 1731, 582, 1755)
section-heading: Ο ΜΟΝΟΣ ΤΡΟΠΟΣ (988, 349, 1097, 362)
article-body: ΝΤΑΡ ΕΣ ΣΑΛΑΑΜ, 26. (Ρόϋτερ). — Ὁ πρόεδρος τῆς Γιουγκοσλαβίας στρατάρχης Τίτο ἔφθασεν ἀεροπορικῶς εἰς τὴν Τανζανίαν, ὅπου θὰ διεξαγάγῃ συνομιλίας μετὰ τοῦ προέδρου Νυερέρε ἐπὶ τῆς προσεχοῦς διασκέψεως τῶν ἀδεσμεύτων χωρῶν. Ὁ στρατάρχης Τίτο ἐγένετο δεκτὸς εἰς τὸ ἀεροδρόμιον ὑπὸ τοῦ προέδρου καὶ μελῶν τῆς κυβερνήσεως. (598, 588, 769, 699)
column-rule (1120, 1092, 1121, 2193)
article-body: ΑΘΗΝΑΙ, 26. — Τὸ ὑπουργεῖον Ἐθνικῆς Ἀμύνης ἀνακοινοῖ ὅτι καλοῦνται πρὸς κατάταξιν εἰς τὴν Πολεμικὴν Ἀεροπορίαν οἱ στρατεύσιμοι τῆς κλάσεως 1970 οἱ ὁποῖοι ἔχουν ὑποβάλει αἰτήσεις. Ἡ κατάταξις θὰ γίνῃ εἰς τὰ κέντρα ἐκπαιδεύσεως. (450, 1757, 589, 1845)
article-body: ΛΟΝΔΙΝΟΝ, 26. (Ρόϋτερ). — Ὁμὰς Βρεταννῶν βουλευτῶν ἐζήτησε τὴν ἀποφυλάκισιν κρατουμένων εἰς Κύπρον. Ἡ αἴτησις ὑπεβλήθη εἰς τὸ ὑπουργεῖον Ἐξωτερικῶν. (1126, 1486, 1283, 1541)
right-column-briefs (1292, 805, 1477, 1999)
article-body: ΝΤΑ ΝΑΓΚ, 26. (Ἀσσ. Πρές). — Κολὼς πληροφορούμενοι στρατιωτικοὶ κύκλοι ἀναφέρουν ὅτι αἱ βάσεις τῆς Ντά Νάγκ καὶ Ἀν Χόα ἤρχισαν κυκλούμεναι ὑπὸ δυνάμεων τῶν Βιὲτ Κὸγκ. Ὑπολογίζεται ὅτι 57.000 Βορειοβιετναμῖται καὶ Βιὲτ Κὸγκ εὑρίσκονται εἰς ἀπόστασιν βολῆς ἀπὸ τὴν Ντά Νάγκ. Φαίνεται, ὅμως, ὅτι τὸ Βόρειον Βιετνὰμ θὰ ἀποφύγῃ μεγάλης ἐκτάσεως ἀναμέτρησιν, διότι αἱ ἀπώλειαι τοῦ κατὰ τὰ τελευταῖα ἐπιθετικὰ κύματα ὑπῆρξαν σημαντικαί. Ἀμερικανικὰ καὶ Νοτιοβιετναμικὰ στρατεύματα ἐνισχύουν τὰς θέσεις των εἰς τὰ πέριξ τῆς πόλεως, ἐνῶ ἀεροσκάφη ἐπιτίθενται κατὰ τῶν συγκεντρώσεων τοῦ ἐχθροῦ. (37, 413, 215, 601)
section-heading: ΑΡΘΡΟΝ 1ον (644, 1366, 718, 1379)
article-credits (37, 1375, 441, 1616)
article-vietnam-bases (37, 32, 590, 831)
article-body: ΜΑΝΙΛΑ, 26. (Ἀσσ. Πρές). — Ὁ πρόεδρος τῶν Φιλιππίνων Μάρκος ἐδήλωσεν ὅτι ἡ κυβέρνησίς του θὰ ζητήσῃ τὴν ἀναθεώρησιν τῶν συμφωνιῶν μὲ τὰς Ἡνωμένας Πολιτείας διὰ τὰς στρατιωτικὰς βάσεις. Αἱ Φιλιππῖναι ἐπιδιώκουν ἀνεξάρτητον ἐξωτερικὴν πολιτικὴν καὶ ἀνάπτυξιν σχέσεων μὲ ὅλας τὰς χώρας τῆς Ἀσίας. (1126, 2125, 1477, 2203)
article-body: ΛΑΓΚΟΣ, 26. (Ρόϋτερ). — Ὁ πρόεδρος τοῦ Κογκὸ (Κινσάσα) στρατηγὸς Μομπουτοῦ ἔφθασεν εἰς τὴν Νιγηρίαν, ὅπου θὰ συζητήσῃ τὸ πρόβλημα τῶν σχέσεων μὲ τὴν Γκαμπόν, ἡ ὁποία εἶχεν ἀναγνωρίσει τὴν Μπιάφρα. (1126, 1939, 1477, 1995)
brief-heading: ΑΛΛΑΙ ΕΙΔΗΣΕΙΣ (1338, 1100, 1432, 1112)
article-body-columns (1126, 2125, 1658, 2205)
headline: ΟΙ ΚΕΡΔΙΖΟΝΤΕΣ ΑΡΙΘΜΟΙ ΤΟΥ ΛΑΪ-ΚΟΥ ΛΑΧΕΙΟΥ (678, 1949, 1037, 1964)
article-body: ΑΘΗΝΑΙ, 26. — Τὸ ὑπουργεῖον Ἐθνικῆς Ἀμύνης ἀνακοινοῖ ὅτι καλοῦνται πρὸς κατάταξιν εἰς τὴν Πολεμικὴν Ἀεροπορίαν οἱ στρατεύσιμοι τῆς κλάσεως 1970 οἱ ὁποῖοι ἔχουν ὑποβάλει αἰτήσεις. Ἡ κατάταξις θὰ γίνῃ εἰς τὰ κέντρα ἐκπαιδεύσεως. (450, 1863, 589, 1951)
article-body-columns (598, 822, 950, 970)
article-body: ΣΑΪΓΚΟΝ, 26. (Ἀσσ. Πρές). — Ὁ πρόεδρος τοῦ Νοτίου Βιετνάμ Νγκουγιὲν Βὰν Τιέου ἐδήλωσεν ὅτι ἡ πολιτικὴ τῆς κυβερνήσεώς του εἶναι ἀνεξάρτητος καὶ δὲν ὑπαγορεύεται ὑπὸ τῶν Ἡνωμένων Πολιτειῶν. Ὁ πρόεδρος Τιέου τονίζει ὅτι ἡ ἀποχώρησις τῶν ἀμερικανικῶν δυνάμεων θὰ συνεχισθῇ ἀναλόγως τῆς ἐξελίξεως τῆς καταστάσεως εἰς τὰ πεδία τῶν μαχῶν καὶ τῆς ἱκανότητος τοῦ νοτιοβιετναμικοῦ στρατοῦ. (243, 1038, 441, 1159)
article-body-columns (598, 1240, 1116, 1546)
article-divider (37, 1370, 441, 1372)
article-body: ΑΘΗΝΑΙ, 26. — Τὸ ὑπουργεῖον Ἐθνικῆς Ἀμύνης ἀνακοινοῖ ὅτι καλοῦνται πρὸς κατάταξιν εἰς τὴν Πολεμικὴν Ἀεροπορίαν οἱ στρατεύσιμοι τῆς κλάσεως 1970 οἱ ὁποῖοι ἔχουν ὑποβάλει αἰτήσεις. Ἡ κατάταξις θὰ γίνῃ εἰς τὰ κέντρα ἐκπαιδεύσεως. (450, 1508, 589, 1596)
lottery-numbers: 76953 4177 42 1287 8473 31 28 1327 47 15382 45 93 3382 8 30316 22 93 4732 9 55225 31 31 4582 2 3652 9 6 51 28 1 72 21 31 0 3 5 1 2056 34 3 27 1 3 42 3 8 3 6 5 3 1 59373 21 6 3 73 3 3 (861, 1970, 984, 2102)
article-body: ΑΘΗΝΑΙ, 26. — Ἐδημοσιεύθη εἰς τὴν Ἐφημερίδα τῆς Κυβερνήσεως τὸ διάταγμα διὰ τοῦ ὁποίου διαρρυθμίζεται τὸ δημόσιον θεαμάτων τῶν κινηματογράφων εἰς νέα ποσοστά ἐπὶ τῆς τιμῆς τῶν εἰσιτηρίων. Τὰ ποσοστὰ ὁρίζονται ὡς ἑξῆς: διὰ τιμὴν εἰσιτηρίου μέχρι δραχμῶν 10, ποσοστὸν 8%· διὰ τιμὴν ἀπὸ 10 μέχρι 20 δραχμάς, ποσοστὸν 12%. (598, 1240, 941, 1424)
article-body: ΒΡΥΞΕΛΛΑΙ, 26. (Ἀσσ. Πρές). — Οἱ ὑπουργοὶ Οἰκονομικῶν τῶν χωρῶν τῆς Εὐρωπαϊκῆς Οἰκονομικῆς Κοινότητος ἐσημείωσαν σοβαρὰς προόδους διὰ τὴν δημιουργίαν ἑνὸς κοινοῦ νομίσματος. Συνεφωνήθη ὁ σχηματισμὸς ἀποθεματικοῦ εἰς τὰς κεντρικὰς τραπέζας τῶν κρατῶν-μελῶν, τὸ ὁποῖον θὰ χρησιμοποιηθῇ διὰ τὴν ἀντιμετώπισιν νομισματικῶν κρίσεων. (37, 1957, 234, 2057)
subhead: ΘΑ ΕΞΑΣΘΕΝΗΣΗ ΑΙΣΘΗΤΩΣ Η ΣΥΜΒΑΤΙΚΗ ΑΜΥΝΑ ΤΟΥ ΝΑΤΟ (598, 154, 950, 189)
article-body: ΛΟΝΔΙΝΟΝ, 26. (Ρόϋτερ). — Ὁμὰς Βρεταννῶν βουλευτῶν ἐζήτησε τὴν ἀποφυλάκισιν κρατουμένων εἰς Κύπρον. Ἡ αἴτησις ὑπεβλήθη εἰς τὸ ὑπουργεῖον Ἐξωτερικῶν. (1126, 1401, 1283, 1456)
headline: ΑΝΗΣΥΧΙΑΣ ΠΡΟΚΑΛΕΙ ΕΙΣ ΑΙΓΥΠΤΟΝ Η ΔΗΛΩΣΙΣ ΤΟΥ ΝΙΞΟΝ ΔΙΑ ΤΑ ΟΠΛΑ (961, 707, 1476, 762)
article-body: ΝΤΑ ΝΑΓΚ, 26. (Ἀσσ. Πρές). — Κολὼς πληροφορούμενοι στρατιωτικοὶ κύκλοι ἀναφέρουν ὅτι αἱ βάσεις τῆς Ντά Νάγκ καὶ Ἀν Χόα ἤρχισαν κυκλούμεναι ὑπὸ δυνάμεων τῶν Βιὲτ Κὸγκ. Ὑπολογίζεται ὅτι 57.000 Βορειοβιετναμῖται καὶ Βιὲτ Κὸγκ εὑρίσκονται εἰς ἀπόστασιν βολῆς ἀπὸ τὴν Ντά Νάγκ. Φαίνεται, ὅμως, ὅτι τὸ Βόρειον Βιετνὰμ θὰ ἀποφύγῃ μεγάλης ἐκτάσεως ἀναμέτρησιν, διότι αἱ ἀπώλειαι τοῦ κατὰ τὰ τελευταῖα ἐπιθετικὰ κύματα ὑπῆρξαν σημαντικαί. Ἀμερικανικὰ καὶ Νοτιοβιετναμικὰ στρατεύματα ἐνισχύουν τὰς θέσεις των εἰς τὰ πέριξ τῆς πόλεως, ἐνῶ ἀεροσκάφη ἐπιτίθενται κατὰ τῶν συγκεντρώσεων τοῦ ἐχθροῦ. (224, 220, 402, 408)
brief-heading: ΠΡΟΣΚΑΛΟΥΝΤΑΙ ΠΡΟΣ ΚΑΤΑΤΑΞΙΝ ΣΤΡΑΤΕΥΣΙΜΟΙ ΤΗΣ ΑΕΡΟΠΟΡΙΑΣ (456, 888, 582, 936)
column-rule (592, 37, 593, 1027)
article-tieu-head (37, 835, 589, 882)
article-body: ΣΑΪΓΚΟΝ, 26. (Ἀσσ. Πρές). — Ὁ πρόεδρος τοῦ Νοτίου Βιετνάμ Νγκουγιὲν Βὰν Τιέου ἐδήλωσεν ὅτι ἡ πολιτικὴ τῆς κυβερνήσεώς του εἶναι ἀνεξάρτητος καὶ δὲν ὑπαγορεύεται ὑπὸ τῶν Ἡνωμένων Πολιτειῶν. Ὁ πρόεδρος Τιέου τονίζει ὅτι ἡ ἀποχώρησις τῶν ἀμερικανικῶν δυνάμεων θὰ συνεχισθῇ ἀναλόγως τῆς ἐξελίξεως τῆς καταστάσεως εἰς τὰ πεδία τῶν μαχῶν καὶ τῆς ἱκανότητος τοῦ νοτιοβιετναμικοῦ στρατοῦ. (37, 1024, 234, 1145)
article-body: ΝΤΑ ΝΑΓΚ, 26. (Ἀσσ. Πρές). — Κολὼς πληροφορούμενοι στρατιωτικοὶ κύκλοι ἀναφέρουν ὅτι αἱ βάσεις τῆς Ντά Νάγκ καὶ Ἀν Χόα ἤρχισαν κυκλούμεναι ὑπὸ δυνάμεων τῶν Βιὲτ Κὸγκ. Ὑπολογίζεται ὅτι 57.000 Βορειοβιετναμῖται καὶ Βιὲτ Κὸγκ εὑρίσκονται εἰς ἀπόστασιν βολῆς ἀπὸ τὴν Ντά Νάγκ. Φαίνεται, ὅμως, ὅτι τὸ Βόρειον Βιετνὰμ θὰ ἀποφύγῃ μεγάλης ἐκτάσεως ἀναμέτρησιν, διότι αἱ ἀπώλειαι τοῦ κατὰ τὰ τελευταῖα ἐπιθετικὰ κύματα ὑπῆρξαν σημαντικαί. Ἀμερικανικὰ καὶ Νοτιοβιετναμικὰ στρατεύματα ἐνισχύουν τὰς θέσεις των εἰς τὰ πέριξ τῆς πόλεως, ἐνῶ ἀεροσκάφη ἐπιτίθενται κατὰ τῶν συγκεντρώσεων τοῦ ἐχθροῦ. (411, 220, 589, 408)
brief-heading: ΕΙΚΟΣΙΝ ΑΝΤΑΡΤΑΙ ΦΟΝΕΥΘΕΝΤΑ ΕΙΣ ΤΑΫΛΑΝΔΗΝ (1142, 1266, 1266, 1302)
article-divider (1126, 1888, 1477, 1890)
article-body: ΤΕΛ ΑΒΙΒ, 26. (Ἡνωμ. Τύπος). — Στρατιωτικὸς ἐκπρόσωπος ἀνεκοίνωσεν ὅτι ἀεροσκάφη τῆς ἰσραηλινῆς ἀεροπορίας ἔβαλον κατὰ ὁπλιταγωγοῦ τοῦ αἰγυπτιακοῦ ναυτικοῦ, τὸ ὁποῖον μετέφερεν ἔμψυχον καὶ ἄψυχον ὑλικὸν εἰς τὸν Κόλπον τοῦ Σουέζ. Κομμάντος τῆς ΗΑΔ κατέλαβον ραντάρ καὶ ἐβομβάρδισαν ὀχυρὰς θέσεις κατὰ μῆκος τῆς διώρυγος. Ὁ ἐκπρόσωπος προσέθεσεν ὅτι ὅλα τὰ ἀεροσκάφη ἐπέστρεψαν σῶα εἰς τὰς βάσεις των. (959, 201, 1126, 345)
brief-heading: ΕΙΝΑΙ ΠΕΠΕΙΣΜΕΝΟΣ (1324, 982, 1446, 994)
section-heading: ΑΙ ΠΡΟΘΕΣΕΙΣ ΕΙΡΗΝΕΥΣΕΩΣ (229, 413, 397, 425)
brief-heading: ΑΝΑΚΟΙΝΩΘΕΝ ΤΟΥ ΟΙΚΟΥ ΤΟΥ ΑΝΤΙΒΑΣΙΛΕΩΣ (455, 1600, 583, 1636)
section-heading: ΑΠΟΣΤΕΛΕΣΜΑ ΛΑΘΟΥΣ (271, 884, 413, 896)
section-heading: ΟΙ ΜΑΧΗΤΙΚΟΙ ΒΟΥΔΙΣΤΑΙ (268, 1024, 417, 1036)
article-tieu (37, 884, 441, 1365)
article-body: ΛΟΝΔΙΝΟΝ, 26. (Ρόϋτερ). — Ὁμὰς Βρεταννῶν βουλευτῶν ἐζήτησε τὴν ἀποφυλάκισιν κρατουμένων εἰς Κύπρον. Ἡ αἴτησις ὑπεβλήθη εἰς τὸ ὑπουργεῖον Ἐξωτερικῶν. (1126, 1207, 1283, 1261)
article-body-columns (37, 206, 589, 808)
article-egypt-navy (959, 42, 1477, 699)
headline: ΑΙ 12 ΝΕΟΚΑΤΑΣΚΕΥΑΣΘΕΙΣΑΙ ΣΙΤΑΠΟΘΗΚΑΙ ΑΠΟΚΤΟΥΝ ΜΗΧΑΝΙΚΟΝ ΕΞΟΠΛΙΣΜΟΝ ΧΑΡΙΣ ΕΙΣ ΤΗΝ ΧΡΗΜΑΤΟΔΟΤΗΣΙΝ ΤΗΣ ΚΥΔΕΠ (605, 996, 1110, 1026)
article-body: ΝΕΑ ΥΟΡΚΗ, 26. (Ἀσσ. Πρές). — Αἱ προτάσεις τοῦ γερουσιαστοῦ Μάνσφηλντ διὰ μείωσιν τῶν ἀμερικανικῶν δυνάμεων εἰς τὴν Δυτικὴν Εὐρώπην ἐπικρίνονται ὑπὸ τῶν Νέων Ὑόρκης Τάιμς, αἱ ὁποῖαι τονίζουν ὅτι θὰ ἐξασθενήσῃ αἰσθητῶς ἡ συμβατικὴ ἄμυνα τοῦ ΝΑΤΟ. Τὸ ἀμερικανικὸν Κογκρέσσον δὲν πρέπει νὰ προβῇ εἰς ἀποφάσεις αἱ ὁποῖαι θὰ διασαλεύσουν τὴν ἰσορροπίαν τῶν δυνάμεων εἰς τὴν Εὐρώπην, ἐφ᾽ ὅσον ἡ Σοβιετικὴ Ἕνωσις διατηρεῖ ἰσχυρὰς δυνάμεις εἰς τὴν Τσεχοσλοβακίαν. Αἱ εὐρωπαϊκαὶ κυβερνήσεις ἐκφράζουν ἀνησυχίας διὰ τὰς ἐνδεχομένας ἐπιπτώσεις μιᾶς τοιαύτης ἀποφάσεως. (598, 196, 769, 396)
section-heading: ΑΙ ΑΜΕΡΙΚΑΝΙΚΑΙ ΔΥΝΑΜΕΙΣ (54, 1010, 218, 1022)
headline: ΑΙ ΒΑΣΕΙΣ ΤΗΣ ΝΤΑ ΝΑΓΚ ΚΑΙ ΑΝ ΧΟΑ ΗΡΧΙΣΑΝ ΚΥΚΛΟΥΜΕΝΑΙ ΥΠΟ ΔΥΝΑΜΕΩΝ ΤΩΝ ΒΙΕΤ ΚΟΓΚ (37, 32, 590, 135)
subhead: Τό Βόρ. Βιετνάμ, όμως, θά άπoφύγη μεγάλης έκτάσεως άναμέτρησιν (72, 145, 554, 198)
article-body: Κατὰ τὴν χθεσινὴν ἡμέραν ἡ θερμοκρασία ἐσημείωσε περαιτέρω ἄνοδον εἰς ὅλην τὴν χώραν. Εἰς τὴν Φλώριναν ὅμως ἐσημειώθη χιονόπτωσις, ἡ ὁποία ἐκάλυψε καὶ πάλιν τὴν πόλιν καὶ τὰ πέριξ χωρία. (37, 1664, 234, 1720)
article-divider (598, 516, 950, 518)
article-body: ΑΘΗΝΑΙ, 26. — Τὸ ὑπουργεῖον Ἐθνικῆς Ἀμύνης ἀνακοινοῖ ὅτι καλοῦνται πρὸς κατάταξιν εἰς τὴν Πολεμικὴν Ἀεροπορίαν οἱ στρατεύσιμοι τῆς κλάσεως 1970 οἱ ὁποῖοι ἔχουν ὑποβάλει αἰτήσεις. Ἡ κατάταξις θὰ γίνῃ εἰς τὰ κέντρα ἐκπαιδεύσεως. (450, 1638, 589, 1726)
article-body: ΛΟΝΔΙΝΟΝ, 26. (Ρόϋτερ). — Ὁμὰς Βρεταννῶν βουλευτῶν ἐζήτησε τὴν ἀποφυλάκισιν κρατουμένων εἰς Κύπρον. Ἡ αἴτησις ὑπεβλήθη εἰς τὸ ὑπουργεῖον Ἐξωτερικῶν. (1126, 1134, 1283, 1188)
article-body: ΤΕΧΕΡΑΝΗ, 26. (Ἀσσ. Πρές). — Ἁρμόδιοι κύκλοι ἀνέφερον ὅτι οὐδὲν ἐγνώσθη περὶ συγκεντρώσεων ἰρακινῶν στρατευμάτων κατὰ μῆκος τῶν συνόρων πρὸς τὴν Περσίαν. (774, 1869, 1116, 1913)
article-body: ΤΕΛ ΑΒΙΒ, 26. (Ἡνωμ. Τύπος). — Στρατιωτικὸς ἐκπρόσωπος ἀνεκοίνωσεν ὅτι ἀεροσκάφη τῆς ἰσραηλινῆς ἀεροπορίας ἔβαλον κατὰ ὁπλιταγωγοῦ τοῦ αἰγυπτιακοῦ ναυτικοῦ, τὸ ὁποῖον μετέφερεν ἔμψυχον καὶ ἄψυχον ὑλικὸν εἰς τὸν Κόλπον τοῦ Σουέζ. Κομμάντος τῆς ΗΑΔ κατέλαβον ραντάρ καὶ ἐβομβάρδισαν ὀχυρὰς θέσεις κατὰ μῆκος τῆς διώρυγος. Ὁ ἐκπρόσωπος προσέθεσεν ὅτι ὅλα τὰ ἀεροσκάφη ἐπέστρεψαν σῶα εἰς τὰς βάσεις των. (1311, 305, 1477, 450)
headline: ΟΥΔΕΝ ΕΓΝΩΣΘΗ ΠΕΡΙ ΣΥΓΚΕΝΤΡΩΣΕΩΝ ΙΡΑΚΙΝΩΝ ΚΑΤΑ ΜΗΚΟΣ ΤΩΝ ΣΥΝΟΡΩΝ ΠΡΟΣ ΤΗΝ ΠΕΡΣΙΑΝ (604, 1833, 1111, 1864)
brief-heading: ΤΑ ΓΑΛΛΙΚΑ ΑΕΡΟΠΛΑΝΑ (1312, 909, 1458, 921)
